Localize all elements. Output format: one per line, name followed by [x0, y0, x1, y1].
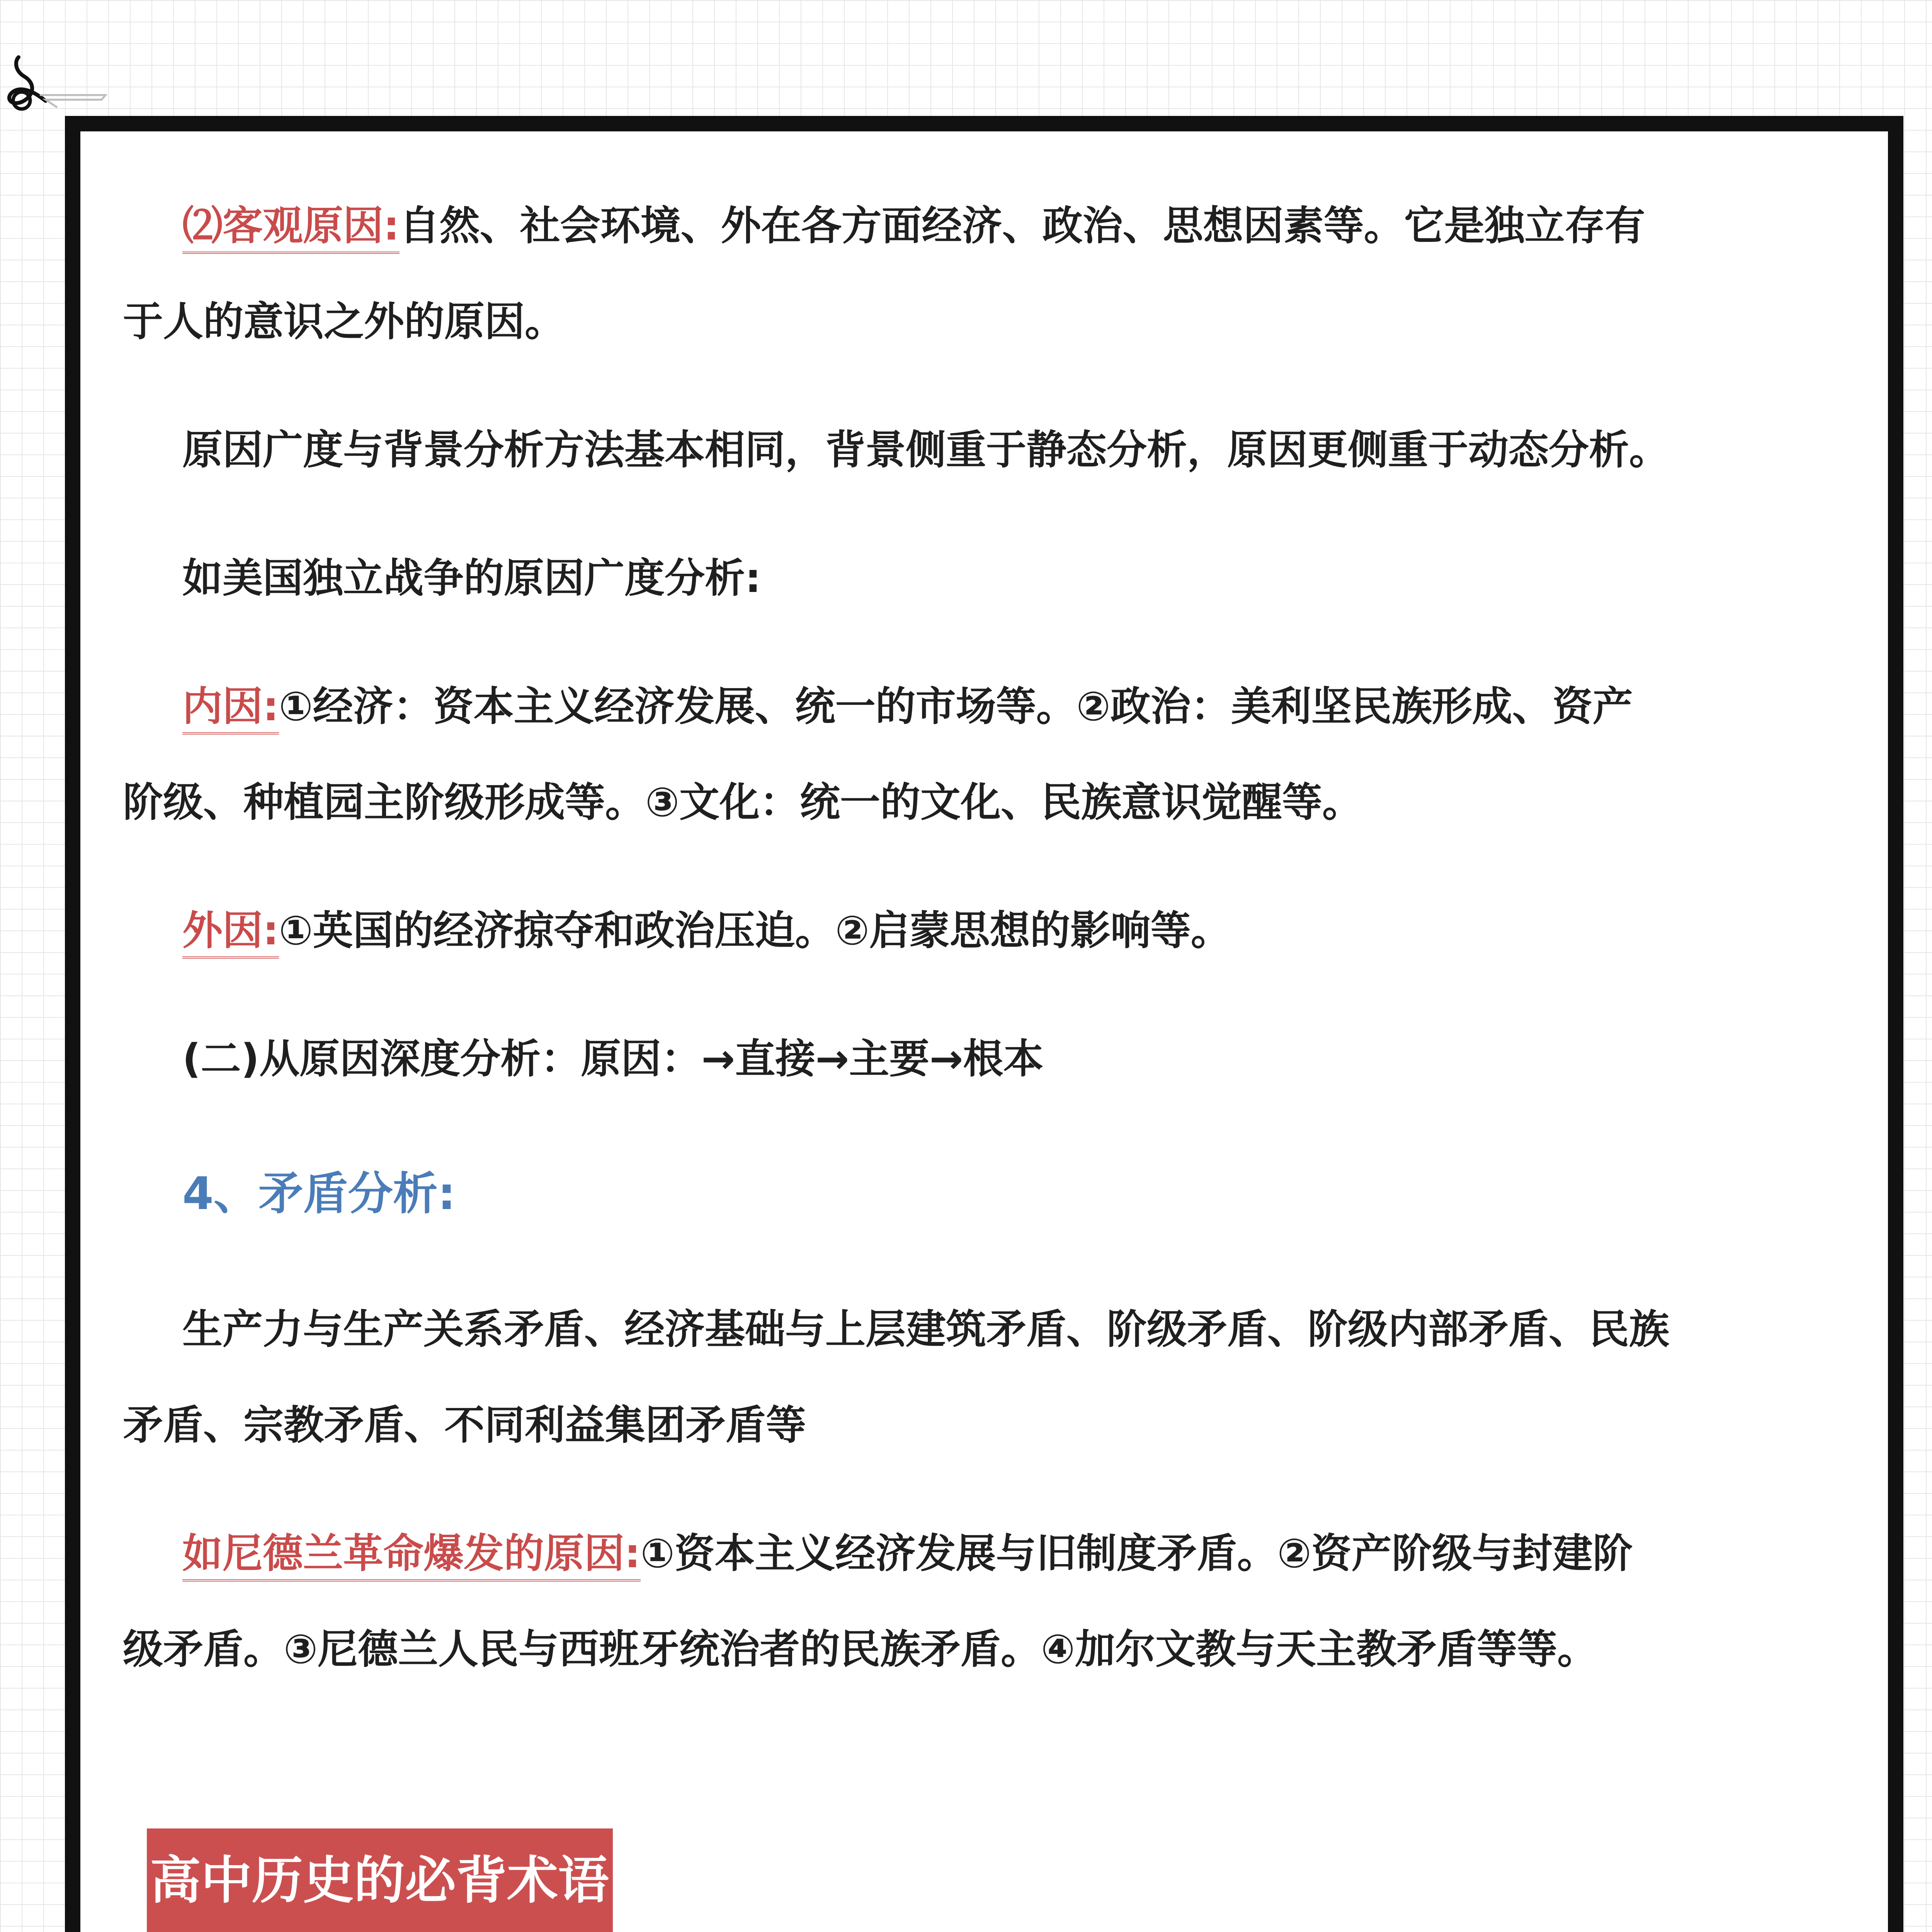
paragraph-contradictions: 生产力与生产关系矛盾、经济基础与上层建筑矛盾、阶级矛盾、阶级内部矛盾、民族: [182, 1306, 1670, 1353]
note-content: [123, 178, 1862, 1932]
label-internal-causes: 内因:: [182, 683, 279, 735]
label-objective-causes: ⑵客观原因:: [182, 202, 400, 254]
paragraph-breadth-vs-background: 原因广度与背景分析方法基本相同，背景侧重于静态分析，原因更侧重于动态分析。: [182, 426, 1670, 473]
heading-contradiction-analysis: 4、矛盾分析:: [182, 1168, 456, 1220]
paragraph-objective-causes-cont: 于人的意识之外的原因。: [123, 298, 565, 345]
paragraph-objective-causes: ⑵客观原因:自然、社会环境、外在各方面经济、政治、思想因素等。它是独立存有: [123, 178, 1862, 274]
paperclip-icon: [3, 49, 107, 115]
paragraph-internal-causes-cont: 阶级、种植园主阶级形成等。③文化：统一的文化、民族意识觉醒等。: [123, 779, 1363, 826]
paragraph-internal-causes: 内因:①经济：资本主义经济发展、统一的市场等。②政治：美利坚民族形成、资产: [123, 658, 1862, 754]
section-title-banner: 高中历史的必背术语: [147, 1828, 613, 1932]
label-external-causes: 外因:: [182, 907, 279, 959]
paragraph-external-causes: 外因:①英国的经济掠夺和政治压迫。②启蒙思想的影响等。: [123, 883, 1862, 978]
paragraph-netherlands-example: 如尼德兰革命爆发的原因:①资本主义经济发展与旧制度矛盾。②资产阶级与封建阶: [123, 1505, 1862, 1601]
paragraph-depth-analysis: (二)从原因深度分析：原因：→直接→主要→根本: [182, 1035, 1044, 1082]
label-netherlands-causes: 如尼德兰革命爆发的原因:: [182, 1530, 641, 1582]
section-banner-wrap: [123, 1828, 1862, 1932]
paragraph-netherlands-cont: 级矛盾。③尼德兰人民与西班牙统治者的民族矛盾。④加尔文教与天主教矛盾等等。: [123, 1626, 1598, 1673]
note-card: [65, 116, 1903, 1932]
paragraph-contradictions-cont: 矛盾、宗教矛盾、不同利益集团矛盾等: [123, 1401, 806, 1449]
paragraph-american-example: 如美国独立战争的原因广度分析:: [182, 554, 761, 602]
